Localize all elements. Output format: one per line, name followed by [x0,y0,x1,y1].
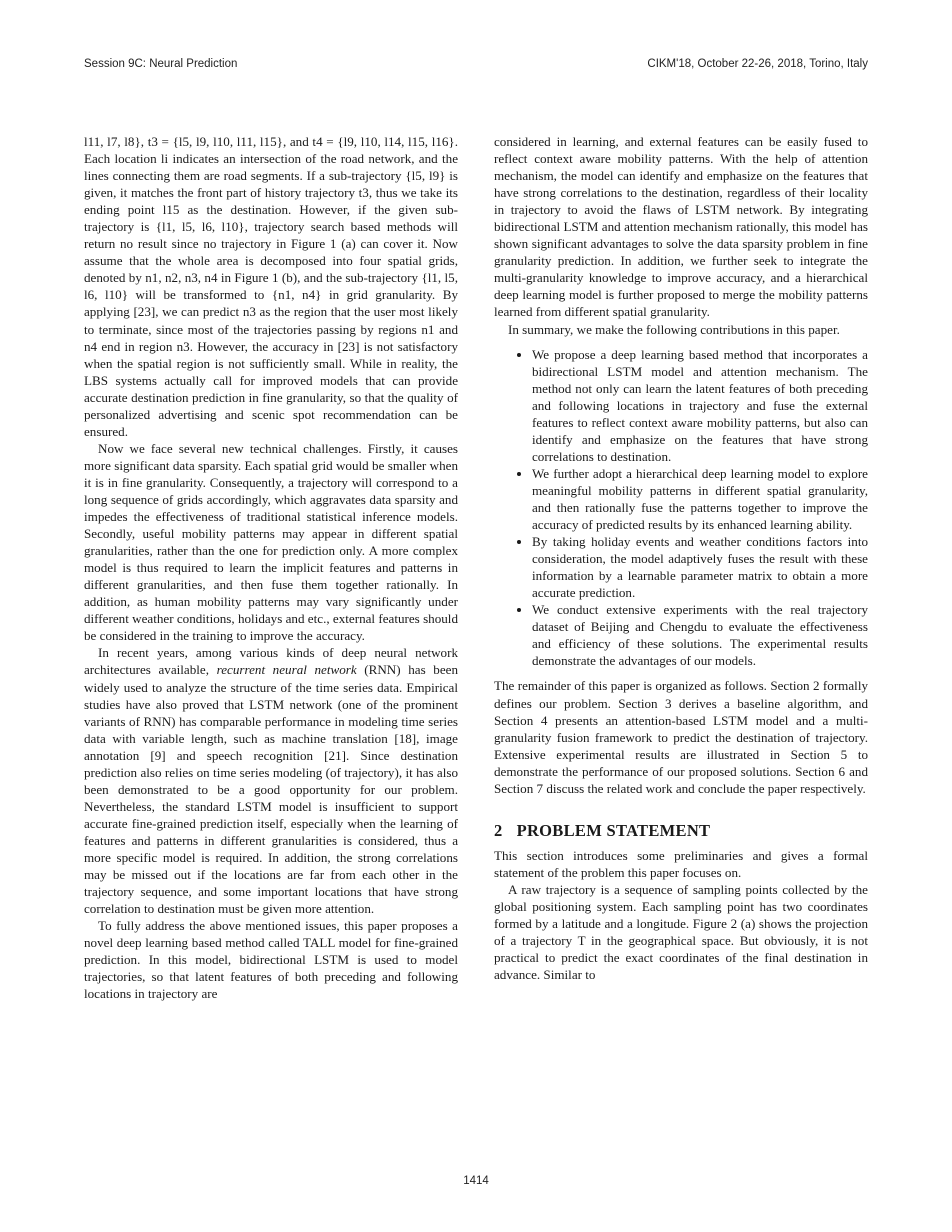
paragraph-challenges: Now we face several new technical challenges. Firstly, it causes more significant data sparsity. Each spatial grid would be smaller when it is in fine granularity. Consequently, a trajectory will correspond to a long sequence of grids accordingly, which aggravates data sparsity and impedes the effectiveness of traditional statistical inference models. Secondly, useful mobility patterns may appear in different spatial granularities, rather than the one for prediction only. A more complex model is thus required to learn the implicit features and patterns in different granularities, and then fuse them together rationally. In addition, as human mobility patterns may vary significantly under different weather conditions, holidays and etc., external features should be considered in the training to improve the accuracy. [84,440,458,644]
list-item: • We further adopt a hierarchical deep learning model to explore meaningful mobility patterns in different spatial granularity, and then rationally fuse the patterns together to improve the accuracy of predicted results by its enhanced learning ability. [532,465,868,533]
list-item: • By taking holiday events and weather conditions factors into consideration, the model adaptively fuses the result with these information by a learnable parameter matrix to obtain a more accurate prediction. [532,533,868,601]
rnn-text-end: (RNN) has been widely used to analyze the structure of the time series data. Empirical studies have also proved that LSTM network (one of the prominent variants of RNN) has comparable performance in modeling time series data with variable length, such as machine translation [18], image annotation [9] and speech recognition [21]. Since destination prediction also relies on time series modeling (of trajectory), it has also been demonstrated to be a good opportunity for our problem. Nevertheless, the standard LSTM model is insufficient to support accurate fine-grained prediction itself, especially when the learning of features and patterns in different granularities is considered, thus a more specific model is required. In addition, the strong correlations may be missed out if the locations are far from each other in the trajectory sequence, and some important locations that have strong correlation to destination must be given more attention. [84,662,458,917]
paragraph-summary: In summary, we make the following contributions in this paper. [508,321,840,337]
paragraph-raw-trajectory: A raw trajectory is a sequence of sampling points collected by the global positioning system. Each sampling point has two coordinates formed by a latitude and a longitude. Figure 2 (a) shows the projection of a trajectory T in the geographical space. But obviously, it is not practical to predict the exact coordinates of the final destination in advance. Similar to [494,881,868,983]
section-number: 2 [494,820,503,840]
conference-label: CIKM'18, October 22-26, 2018, Torino, Italy [647,58,868,70]
list-item: • We conduct extensive experiments with the real trajectory dataset of Beijing and Chengdu to evaluate the effectiveness and efficiency of these solutions. The experimental results demonstrate the advantages of our models. [532,601,868,669]
left-column [84,133,458,1002]
paragraph-section-intro: This section introduces some preliminaries and gives a formal statement of the problem this paper focuses on. [494,847,868,880]
paragraph-rnn [84,644,458,917]
list-item: • We propose a deep learning based method that incorporates a bidirectional LSTM model and attention mechanism. The method not only can learn the latent features of both preceding and following locations in trajectory and fuse the external features to reflect context aware mobility patterns, but also can identify and emphasize on the features that have strong correlations to destination. [532,346,868,465]
right-column [494,133,868,983]
paragraph-organization: The remainder of this paper is organized as follows. Section 2 formally defines our problem. Section 3 derives a baseline algorithm, and Section 4 presents an attention-based LSTM model and a multi-granularity fusion framework to predict the destination of trajectory. Extensive experimental results are illustrated in Section 5 to demonstrate the performance of our proposed solutions. Section 6 and Section 7 discuss the related work and conclude the paper respectively. [494,678,868,796]
rnn-text-start: In recent years, among various kinds of deep neural network architectures available, [84,645,458,678]
paragraph-trajectory-example: l11, l7, l8}, t3 = {l5, l9, l10, l11, l15}, and t4 = {l9, l10, l14, l15, l16}. Each location li indicates an intersection of the road network, and the lines connecting them are road segments. If a sub-trajectory {l5, l9} is given, it matches the front part of history trajectory t3, thus we take its ending point l15 as the destination. However, if the given sub-trajectory is {l1, l5, l6, l10}, trajectory search based methods will return no result since no trajectory in Figure 1 (a) can cover it. Now assume that the whole area is decomposed into four spatial grids, denoted by n1, n2, n3, n4 in Figure 1 (b), and the sub-trajectory {l1, l5, l6, l10} will be transformed to {n1, n4} in grid granularity. By applying [23], we can predict n3 as the region that the user most likely to terminate, since most of the trajectories passing by regions n1 and n4 end in region n3. However, the accuracy in [23] is not satisfactory when the spatial region is not sufficiently small. While in reality, the LBS systems actually call for improved models that can provide accurate destination prediction in fine granularity, so that the quality of personalized advertising and scenic spot recommendation can be ensured. [84,134,458,439]
contributions-list [494,346,868,670]
session-label: Session 9C: Neural Prediction [84,58,238,70]
running-header [84,58,868,74]
section-heading [494,821,868,841]
page-number: 1414 [463,1175,489,1187]
section-title: PROBLEM STATEMENT [516,820,711,840]
rnn-emphasis: recurrent neural network [216,662,357,678]
paragraph-attention: considered in learning, and external features can be easily fused to reflect context aware mobility patterns. With the help of attention mechanism, the model can identify and emphasize on the features that have strong correlations to the destination, regardless of their locality in trajectory to avoid the flaws of LSTM network. By integrating bidirectional LSTM and attention mechanism rationally, this model has shown significant advantages to solve the data sparsity problem in fine granularity prediction. In addition, we further seek to integrate the multi-granularity knowledge to improve accuracy, and a hierarchical deep learning model is further proposed to merge the mobility patterns learned from different spatial granularity. [494,134,868,320]
paragraph-tall-model: To fully address the above mentioned issues, this paper proposes a novel deep learning based method called TALL model for fine-grained prediction. In this model, bidirectional LSTM is used to model trajectories, so that latent features of both preceding and following locations in trajectory are [84,918,458,1002]
